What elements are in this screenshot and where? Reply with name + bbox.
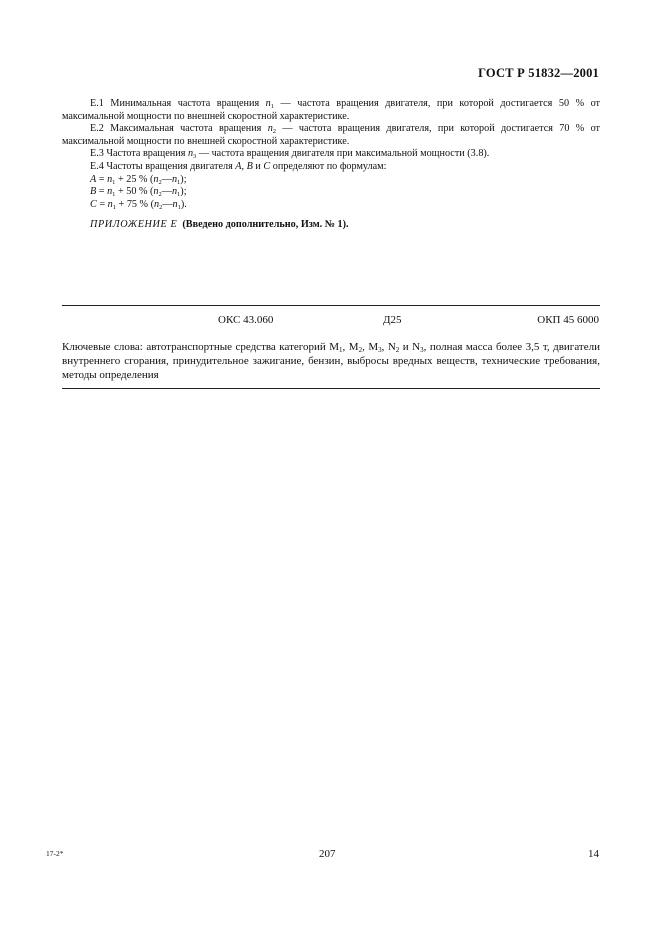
d-code: Д25 — [383, 314, 402, 326]
paragraph-e4: Е.4 Частоты вращения двигателя A, B и C определяют по формулам: — [90, 160, 387, 172]
document-number: ГОСТ Р 51832—2001 — [478, 66, 599, 80]
okp-code: ОКП 45 6000 — [537, 314, 599, 326]
footer-section-page: 14 — [588, 848, 599, 860]
paragraph-e2: Е.2 Максимальная частота вращения $n_2$ — частота вращения двигателя, при которой достигается 70 % от максимальной мощности по внешней скоростной характеристике. — [62, 123, 600, 147]
formula-b: $B = n_1 + 50$ % $(n_2—n_1)$; — [90, 186, 187, 199]
formula-c: $C = n_1 + 75$ % $(n_2—n_1)$. — [90, 198, 187, 211]
footer-page-number: 207 — [319, 848, 336, 860]
bottom-rule — [62, 388, 600, 389]
formula-a: $A = n_1 + 25$ % $(n_2—n_1)$; — [90, 173, 187, 186]
keywords: Ключевые слова: автотранспортные средства категорий $M_1$, $M_2$, $M_3$, $N_2$ и $N_3$, полная масса более 3,5 т, двигатели внутреннего сгорания, принудительное зажигание, бензин, выбросы вредных веществ, технические требования, методы определения — [62, 341, 600, 381]
top-rule — [62, 305, 600, 306]
paragraph-e3: Е.3 Частота вращения $n_3$ — частота вращения двигателя при максимальной мощности (3.8). — [90, 148, 490, 161]
footer-signature: 17-2* — [46, 849, 64, 858]
paragraph-e1: Е.1 Минимальная частота вращения $n_1$ — частота вращения двигателя, при которой достигается 50 % от максимальной мощности по внешней скоростной характеристике. — [62, 98, 600, 122]
appendix-note: ПРИЛОЖЕНИЕ Е (Введено дополнительно, Изм. № 1). — [90, 219, 349, 231]
oks-code: ОКС 43.060 — [218, 314, 274, 326]
appendix-body — [62, 98, 600, 242]
